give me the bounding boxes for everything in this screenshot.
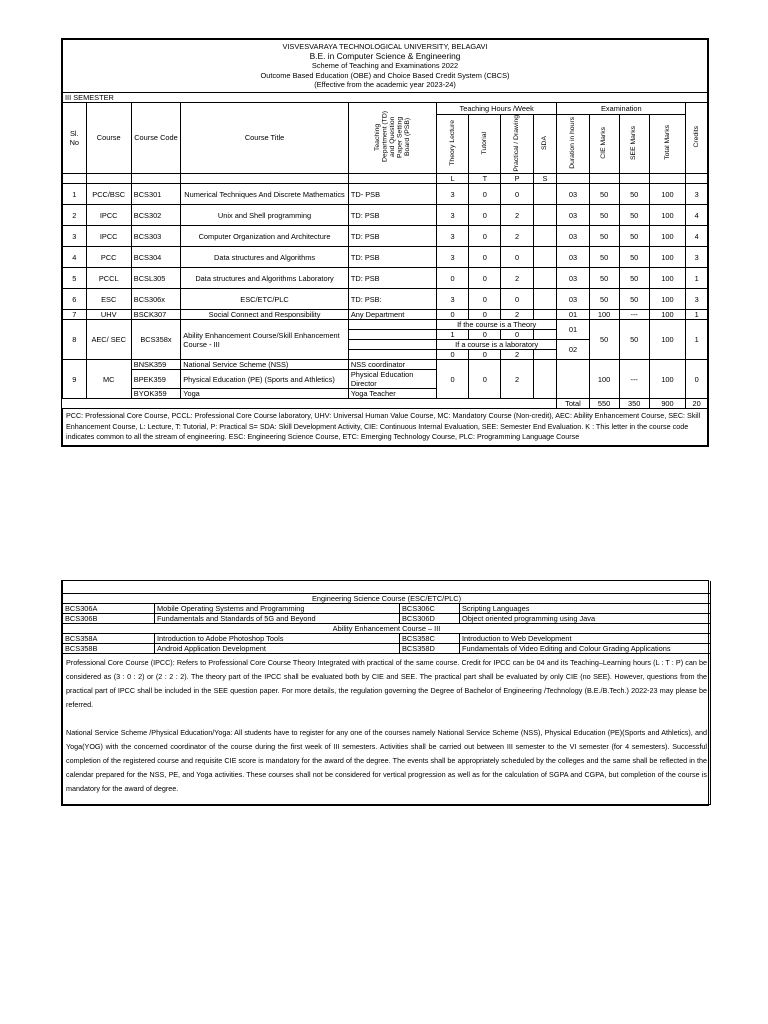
row-see: 50 <box>619 205 649 226</box>
esc-title: Mobile Operating Systems and Programming <box>155 603 400 613</box>
row-sl: 3 <box>63 226 87 247</box>
row-total: 100 <box>649 247 686 268</box>
row-td: TD: PSB <box>348 205 436 226</box>
col-teaching-dept <box>348 102 436 174</box>
row9-code-yoga: BYOK359 <box>131 389 180 399</box>
row-course: PCC/BSC <box>86 184 131 205</box>
row-course: PCC <box>86 247 131 268</box>
row-course: PCCL <box>86 268 131 289</box>
row-code: BCS301 <box>131 184 180 205</box>
table-row <box>63 310 708 320</box>
row-code: BCS304 <box>131 247 180 268</box>
row-cie: 50 <box>589 289 619 310</box>
notes-cell <box>63 653 711 804</box>
col-t: T <box>469 174 501 184</box>
row8-sl: 8 <box>63 320 87 360</box>
row-code: BCS306x <box>131 289 180 310</box>
row-title: Social Connect and Responsibility <box>181 310 349 320</box>
row-td: TD: PSB <box>348 268 436 289</box>
col-examination: Examination <box>557 102 686 114</box>
program-name: B.E. in Computer Science & Engineering <box>309 50 461 61</box>
row-see: 50 <box>619 226 649 247</box>
row-cie: 50 <box>589 184 619 205</box>
row-course: IPCC <box>86 205 131 226</box>
row8-lab-t: 0 <box>469 350 501 360</box>
row-duration: 03 <box>557 289 589 310</box>
row9-l: 0 <box>436 360 468 399</box>
row-sl: 4 <box>63 247 87 268</box>
esc-code: BCS306A <box>63 603 155 613</box>
esc-title: Scripting Languages <box>460 603 711 613</box>
row-total: 100 <box>649 205 686 226</box>
course-rows <box>63 184 708 320</box>
col-total-marks <box>649 114 686 174</box>
row-credits: 1 <box>686 310 708 320</box>
row9-cie: 100 <box>589 360 619 399</box>
row-t: 0 <box>469 268 501 289</box>
row8-dur-theory: 01 <box>557 320 589 340</box>
row9-td-yoga: Yoga Teacher <box>348 389 436 399</box>
row-code: BSCK307 <box>131 310 180 320</box>
row9-title-pe: Physical Education (PE) (Sports and Athletics) <box>181 370 349 389</box>
row-td: Any Department <box>348 310 436 320</box>
row9-see: --- <box>619 360 649 399</box>
row-t: 0 <box>469 310 501 320</box>
row-t: 0 <box>469 205 501 226</box>
row-total: 100 <box>649 310 686 320</box>
row-total: 100 <box>649 226 686 247</box>
row-credits: 1 <box>686 268 708 289</box>
row-s <box>533 268 557 289</box>
table-row <box>63 226 708 247</box>
row-td: TD: PSB <box>348 247 436 268</box>
col-slno: Sl. No <box>63 102 87 174</box>
table-row <box>63 184 708 205</box>
row-see: 50 <box>619 289 649 310</box>
row-l: 3 <box>436 247 468 268</box>
row-sl: 7 <box>63 310 87 320</box>
row9-title-nss: National Service Scheme (NSS) <box>181 360 349 370</box>
col-credits <box>686 102 708 174</box>
col-duration <box>557 114 589 174</box>
row-cie: 50 <box>589 268 619 289</box>
esc-code: BCS306D <box>400 613 460 623</box>
aec-title: Introduction to Adobe Photoshop Tools <box>155 633 400 643</box>
row-td: TD: PSB <box>348 226 436 247</box>
row-title: Computer Organization and Architecture <box>181 226 349 247</box>
row-s <box>533 226 557 247</box>
col-duration-label: Duration in hours <box>569 116 577 169</box>
col-cie <box>589 114 619 174</box>
col-total-marks-label: Total Marks <box>663 125 671 161</box>
row9-p: 2 <box>501 360 533 399</box>
row-total: 100 <box>649 184 686 205</box>
row-total: 100 <box>649 268 686 289</box>
scheme-table <box>62 39 708 446</box>
row-l: 3 <box>436 289 468 310</box>
row-credits: 3 <box>686 247 708 268</box>
row-td: TD: PSB: <box>348 289 436 310</box>
col-teaching-dept-label: Teaching Department (TD) and Question Paper Setting Board (PSB) <box>373 111 411 163</box>
scheme-name: Scheme of Teaching and Examinations 2022 <box>311 61 459 70</box>
row-l: 0 <box>436 268 468 289</box>
total-credits: 20 <box>686 399 708 409</box>
col-p: P <box>501 174 533 184</box>
total-marks: 900 <box>649 399 686 409</box>
row-see: 50 <box>619 268 649 289</box>
row-credits: 4 <box>686 226 708 247</box>
row8-lab-note: If a course is a laboratory <box>436 340 556 350</box>
row-course: UHV <box>86 310 131 320</box>
col-see <box>619 114 649 174</box>
row-code: BCS302 <box>131 205 180 226</box>
col-cie-label: CIE Marks <box>600 126 608 159</box>
aec-heading: Ability Enhancement Course – III <box>63 623 711 633</box>
row-duration: 03 <box>557 205 589 226</box>
total-cie: 550 <box>589 399 619 409</box>
aec-title: Fundamentals of Video Editing and Colour Grading Applications <box>460 643 711 653</box>
row-l: 3 <box>436 226 468 247</box>
row-title: ESC/ETC/PLC <box>181 289 349 310</box>
row-duration: 03 <box>557 184 589 205</box>
col-theory-label: Theory Lecture <box>448 119 456 166</box>
esc-heading: Engineering Science Course (ESC/ETC/PLC) <box>63 593 711 603</box>
table-row <box>63 205 708 226</box>
row9-title-yoga: Yoga <box>181 389 349 399</box>
row-t: 0 <box>469 184 501 205</box>
row9-sl: 9 <box>63 360 87 399</box>
row-duration: 03 <box>557 268 589 289</box>
row9-t: 0 <box>469 360 501 399</box>
row9-credits: 0 <box>686 360 708 399</box>
col-tutorial-label: Tutorial <box>481 131 489 155</box>
row9-course: MC <box>86 360 131 399</box>
col-sda <box>533 114 557 174</box>
framework-name: Outcome Based Education (OBE) and Choice Based Credit System (CBCS) <box>260 70 510 80</box>
row-duration: 03 <box>557 247 589 268</box>
row-course: ESC <box>86 289 131 310</box>
col-course: Course <box>86 102 131 174</box>
electives-panel <box>61 580 709 806</box>
row-see: 50 <box>619 247 649 268</box>
total-see: 350 <box>619 399 649 409</box>
row9-code-pe: BPEK359 <box>131 370 180 389</box>
row-s <box>533 205 557 226</box>
row-t: 0 <box>469 247 501 268</box>
row-p: 0 <box>501 247 533 268</box>
row-l: 3 <box>436 205 468 226</box>
row8-total: 100 <box>649 320 686 360</box>
scheme-table-panel <box>61 38 709 447</box>
row-cie: 50 <box>589 226 619 247</box>
row8-dur-lab: 02 <box>557 340 589 360</box>
effective-year: (Effective from the academic year 2023-24) <box>314 80 456 89</box>
row-p: 0 <box>501 289 533 310</box>
row-s <box>533 184 557 205</box>
row8-credits: 1 <box>686 320 708 360</box>
row8-theory-p: 0 <box>501 330 533 340</box>
row8-theory-note: If the course is a Theory <box>436 320 556 330</box>
row-credits: 3 <box>686 184 708 205</box>
col-course-code: Course Code <box>131 102 180 174</box>
esc-code: BCS306B <box>63 613 155 623</box>
esc-title: Object oriented programming using Java <box>460 613 711 623</box>
row-credits: 4 <box>686 205 708 226</box>
table-row <box>63 247 708 268</box>
row-code: BCS303 <box>131 226 180 247</box>
col-theory <box>436 114 468 174</box>
row-sl: 2 <box>63 205 87 226</box>
ipcc-note: Professional Core Course (IPCC): Refers to Professional Core Course Theory Integrated with practical of the same course. Credit for IPCC can be 04 and its Teaching–Learning hours (L : T : P) can be considered as (3 : 0 : 2) or (2 : 2 : 2). The theory part of the IPCC shall be evaluated both by CIE and SEE. The practical part shall be evaluated by only CIE (no SEE). However, questions from the practical part of IPCC shall be included in the SEE question paper. For more details, the regulation governing the Degree of Bachelor of Engineering /Technology (B.E./B.Tech.) 2022-23 may please be referred. <box>66 657 707 709</box>
row8-see: 50 <box>619 320 649 360</box>
aec-title: Android Application Development <box>155 643 400 653</box>
row-s <box>533 289 557 310</box>
row-s <box>533 310 557 320</box>
aec-code: BCS358A <box>63 633 155 643</box>
row-td: TD- PSB <box>348 184 436 205</box>
aec-code: BCS358C <box>400 633 460 643</box>
aec-title: Introduction to Web Development <box>460 633 711 643</box>
row-duration: 03 <box>557 226 589 247</box>
row-sl: 6 <box>63 289 87 310</box>
row-p: 0 <box>501 184 533 205</box>
row8-code: BCS358x <box>131 320 180 360</box>
row-p: 2 <box>501 310 533 320</box>
row-title: Data structures and Algorithms <box>181 247 349 268</box>
row-l: 0 <box>436 310 468 320</box>
row-p: 2 <box>501 226 533 247</box>
col-l: L <box>436 174 468 184</box>
col-s: S <box>533 174 557 184</box>
row-see: --- <box>619 310 649 320</box>
col-credits-label: Credits <box>692 126 700 148</box>
col-practical-label: Practical / Drawing <box>513 114 521 172</box>
total-label: Total <box>557 399 589 409</box>
table-row <box>63 289 708 310</box>
row8-title: Ability Enhancement Course/Skill Enhancement Course - III <box>181 320 349 360</box>
table-row <box>63 268 708 289</box>
esc-code: BCS306C <box>400 603 460 613</box>
row8-cie: 50 <box>589 320 619 360</box>
document-header <box>63 40 708 93</box>
row-title: Data structures and Algorithms Laboratory <box>181 268 349 289</box>
semester-label: III SEMESTER <box>63 92 708 102</box>
col-see-label: SEE Marks <box>630 125 638 160</box>
col-tutorial <box>469 114 501 174</box>
row-cie: 100 <box>589 310 619 320</box>
legend-note: PCC: Professional Core Course, PCCL: Professional Core Course laboratory, UHV: Universal Human Value Course, MC: Mandatory Course (Non-credit), AEC: Ability Enhancement Course, SEC: Skill Enhancement Course, L: Lecture, T: Tutorial, P: Practical S= SDA: Skill Development Activity, CIE: Continuous Internal Evaluation, SEE: Semester End Evaluation. K : This letter in the course code indicates common to all the stream of engineering. ESC: Engineering Science Course, ETC: Emerging Technology Course, PLC: Programming Language Course <box>63 409 708 446</box>
col-teaching-hours: Teaching Hours /Week <box>436 102 556 114</box>
row-course: IPCC <box>86 226 131 247</box>
row8-theory-t: 0 <box>469 330 501 340</box>
aec-code: BCS358B <box>63 643 155 653</box>
row8-lab-p: 2 <box>501 350 533 360</box>
row8-lab-l: 0 <box>436 350 468 360</box>
esc-title: Fundamentals and Standards of 5G and Beyond <box>155 613 400 623</box>
col-sda-label: SDA <box>541 135 549 150</box>
row-title: Unix and Shell programming <box>181 205 349 226</box>
row-sl: 1 <box>63 184 87 205</box>
row-cie: 50 <box>589 247 619 268</box>
nss-note: National Service Scheme /Physical Education/Yoga: All students have to register for any one of the courses namely National Service Scheme (NSS), Physical Education (PE)(Sports and Athletics), and Yoga(YOG) with the concerned coordinator of the course during the first week of III semesters. Activities shall be carried out between III semester to the VI semester (for 4 semesters). Successful completion of the registered course and requisite CIE score is mandatory for the award of the degree. The events shall be appropriately scheduled by the colleges and the same shall be reflected in the calendar prepared for the NSS, PE, and Yoga activities. These courses shall not be considered for vertical progression as well as for the calculation of SGPA and CGPA, but completion of the course is mandatory for the award of degree. <box>66 727 707 793</box>
row9-total: 100 <box>649 360 686 399</box>
row-p: 2 <box>501 268 533 289</box>
row-cie: 50 <box>589 205 619 226</box>
aec-code: BCS358D <box>400 643 460 653</box>
row-t: 0 <box>469 226 501 247</box>
university-name: VISVESVARAYA TECHNOLOGICAL UNIVERSITY, BELAGAVI <box>282 42 488 51</box>
row9-td-pe: Physical Education Director <box>348 370 436 389</box>
row-credits: 3 <box>686 289 708 310</box>
row-title: Numerical Techniques And Discrete Mathematics <box>181 184 349 205</box>
row8-theory-l: 1 <box>436 330 468 340</box>
row-sl: 5 <box>63 268 87 289</box>
row-code: BCSL305 <box>131 268 180 289</box>
row-t: 0 <box>469 289 501 310</box>
row-p: 2 <box>501 205 533 226</box>
col-practical <box>501 114 533 174</box>
row9-td-nss: NSS coordinator <box>348 360 436 370</box>
row-total: 100 <box>649 289 686 310</box>
row-see: 50 <box>619 184 649 205</box>
electives-table <box>62 581 711 805</box>
col-course-title: Course Title <box>181 102 349 174</box>
row-l: 3 <box>436 184 468 205</box>
row-duration: 01 <box>557 310 589 320</box>
row8-course: AEC/ SEC <box>86 320 131 360</box>
row-s <box>533 247 557 268</box>
row9-code-nss: BNSK359 <box>131 360 180 370</box>
